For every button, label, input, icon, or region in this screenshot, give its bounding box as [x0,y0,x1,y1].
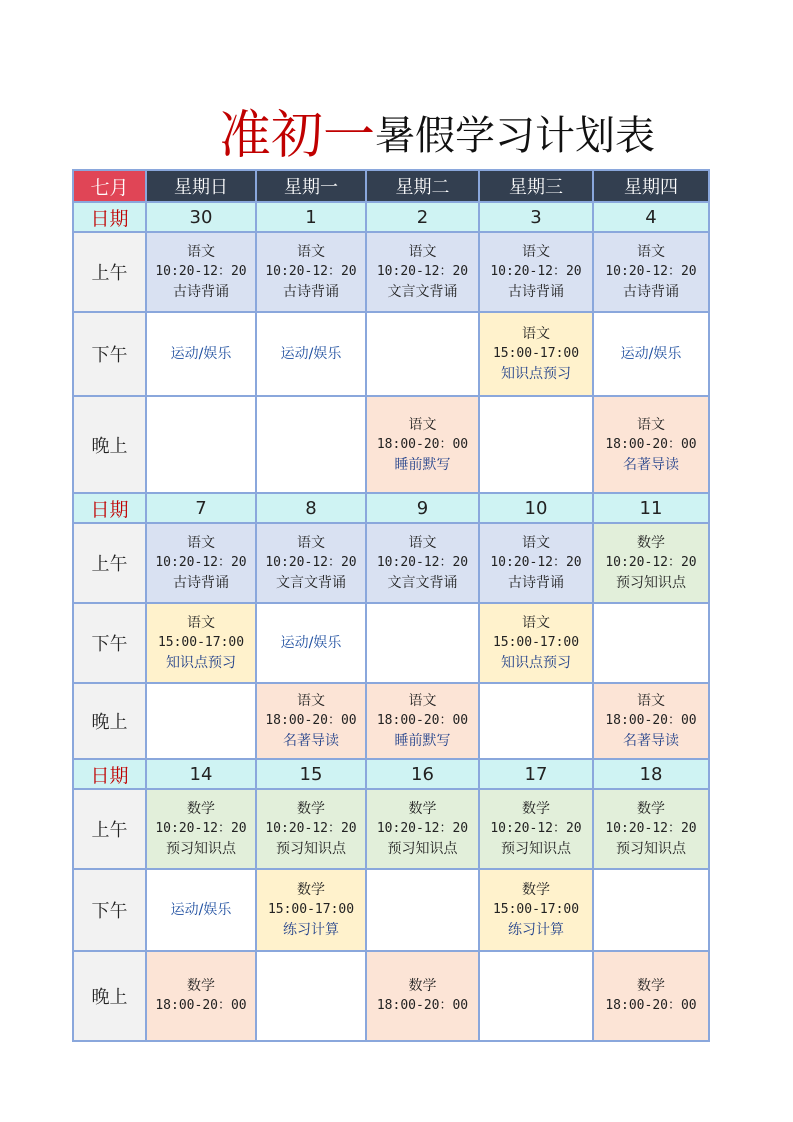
time-range: 10:20-12：20 [155,821,247,836]
date-cell: 16 [366,759,479,789]
date-label: 日期 [73,759,146,789]
period-row [73,396,709,493]
time-range: 10:20-12：20 [490,264,582,279]
subject-label: 语文 [297,693,325,709]
schedule-cell[interactable] [593,683,709,759]
period-label: 上午 [73,523,146,603]
subject-label: 数学 [297,801,325,817]
time-range: 18:00-20：00 [605,713,697,728]
time-range: 18:00-20：00 [265,713,357,728]
time-range: 10:20-12：20 [605,555,697,570]
schedule-cell[interactable] [146,232,256,312]
schedule-cell[interactable] [256,396,366,493]
period-row [73,683,709,759]
date-cell: 11 [593,493,709,523]
task-label: 知识点预习 [501,366,571,382]
subject-label: 语文 [408,693,437,709]
schedule-cell[interactable] [256,951,366,1041]
schedule-cell[interactable] [479,789,593,869]
schedule-cell[interactable] [593,951,709,1041]
task-label: 古诗背诵 [508,284,564,300]
subject-label: 语文 [637,244,665,260]
schedule-table [72,169,710,1042]
time-range: 10:20-12：20 [605,264,697,279]
schedule-cell[interactable] [479,683,593,759]
subject-label: 数学 [637,978,665,994]
date-row [73,493,709,523]
schedule-cell[interactable] [479,396,593,493]
task-label: 预习知识点 [616,575,686,591]
subject-label: 语文 [637,693,665,709]
schedule-cell[interactable] [146,869,256,951]
task-label: 古诗背诵 [173,575,229,591]
subject-label: 语文 [522,535,550,551]
task-label: 名著导读 [623,733,679,749]
schedule-cell[interactable] [366,396,479,493]
task-label: 古诗背诵 [508,575,564,591]
date-label: 日期 [73,202,146,232]
date-cell: 17 [479,759,593,789]
task-label: 古诗背诵 [623,284,679,300]
date-cell: 14 [146,759,256,789]
subject-label: 语文 [187,244,215,260]
date-label: 日期 [73,493,146,523]
schedule-cell[interactable] [479,523,593,603]
schedule-cell[interactable] [366,683,479,759]
subject-label: 数学 [408,978,437,994]
schedule-cell[interactable] [593,396,709,493]
time-range: 10:20-12：20 [265,821,357,836]
date-row [73,202,709,232]
title-main: 暑假学习计划表 [375,113,656,159]
period-label: 下午 [73,312,146,396]
date-cell: 7 [146,493,256,523]
period-label: 晚上 [73,951,146,1041]
weekday-header: 星期三 [479,170,593,202]
schedule-cell[interactable] [366,789,479,869]
time-range: 10:20-12：20 [605,821,697,836]
schedule-cell[interactable] [146,683,256,759]
schedule-cell[interactable] [146,789,256,869]
subject-label: 数学 [522,882,550,898]
period-label: 上午 [73,789,146,869]
subject-label: 数学 [637,535,665,551]
subject-label: 语文 [187,615,215,631]
subject-label: 语文 [408,244,437,260]
schedule-cell[interactable] [479,603,593,683]
task-label: 练习计算 [283,922,339,938]
schedule-cell[interactable] [146,312,256,396]
period-row [73,232,709,312]
task-label: 古诗背诵 [173,284,229,300]
schedule-cell[interactable] [366,869,479,951]
subject-label: 语文 [297,535,325,551]
task-label: 预习知识点 [501,841,571,857]
date-cell: 3 [479,202,593,232]
period-label: 上午 [73,232,146,312]
time-range: 18:00-20：00 [155,998,247,1013]
time-range: 10:20-12：20 [155,555,247,570]
period-row [73,789,709,869]
task-label: 名著导读 [623,456,679,473]
time-range: 18:00-20：00 [605,436,697,452]
task-label: 文言文背诵 [387,284,458,300]
schedule-cell[interactable] [256,603,366,683]
task-label: 预习知识点 [276,841,346,857]
task-label: 预习知识点 [616,841,686,857]
time-range: 18:00-20：00 [605,998,697,1013]
time-range: 10:20-12：20 [155,264,247,279]
activity-label: 运动/娱乐 [280,635,342,651]
period-row [73,523,709,603]
schedule-cell[interactable] [256,683,366,759]
subject-label: 语文 [522,244,550,260]
schedule-cell[interactable] [146,396,256,493]
task-label: 名著导读 [283,733,339,749]
schedule-cell[interactable] [366,603,479,683]
weekday-header: 星期四 [593,170,709,202]
schedule-cell[interactable] [593,789,709,869]
schedule-cell[interactable] [593,603,709,683]
month-label: 七月 [73,170,146,202]
title-grade: 准初一 [219,106,376,166]
time-range: 10:20-12：20 [265,555,357,570]
subject-label: 数学 [522,801,550,817]
period-row [73,603,709,683]
subject-label: 语文 [408,535,437,551]
subject-label: 数学 [408,801,437,817]
subject-label: 语文 [522,615,550,631]
time-range: 15:00-17:00 [492,902,580,917]
schedule-cell[interactable] [593,312,709,396]
schedule-cell[interactable] [366,312,479,396]
period-row [73,951,709,1041]
subject-label: 语文 [408,416,437,433]
schedule-cell[interactable] [146,603,256,683]
schedule-cell[interactable] [593,523,709,603]
page-title [219,100,705,172]
schedule-cell[interactable] [256,789,366,869]
time-range: 10:20-12：20 [490,555,582,570]
time-range: 15:00-17:00 [492,635,580,650]
schedule-sheet [72,169,705,1013]
task-label: 睡前默写 [394,733,451,749]
date-cell: 18 [593,759,709,789]
task-label: 文言文背诵 [276,575,346,591]
period-label: 下午 [73,869,146,951]
subject-label: 语文 [522,326,550,342]
date-row [73,759,709,789]
period-label: 晚上 [73,683,146,759]
weekday-header: 星期一 [256,170,366,202]
task-label: 睡前默写 [394,456,451,473]
task-label: 预习知识点 [387,841,458,857]
subject-label: 数学 [637,801,665,817]
header-row [73,170,709,202]
schedule-cell[interactable] [366,232,479,312]
schedule-cell[interactable] [146,523,256,603]
date-cell: 15 [256,759,366,789]
date-cell: 2 [366,202,479,232]
period-label: 下午 [73,603,146,683]
time-range: 15:00-17:00 [157,635,245,650]
task-label: 知识点预习 [166,655,236,671]
task-label: 预习知识点 [166,841,236,857]
schedule-cell[interactable] [479,312,593,396]
schedule-cell[interactable] [479,869,593,951]
date-cell: 1 [256,202,366,232]
date-cell: 10 [479,493,593,523]
time-range: 18:00-20：00 [376,713,469,728]
activity-label: 运动/娱乐 [620,346,682,362]
time-range: 10:20-12：20 [265,264,357,279]
date-cell: 30 [146,202,256,232]
schedule-cell[interactable] [366,523,479,603]
time-range: 18:00-20：00 [376,998,469,1013]
task-label: 文言文背诵 [387,575,458,591]
period-row [73,869,709,951]
task-label: 古诗背诵 [283,284,339,300]
time-range: 10:20-12：20 [376,264,469,279]
time-range: 15:00-17:00 [492,346,580,361]
time-range: 18:00-20：00 [376,436,469,452]
subject-label: 数学 [187,801,215,817]
task-label: 知识点预习 [501,655,571,671]
schedule-cell[interactable] [146,951,256,1041]
date-cell: 9 [366,493,479,523]
date-cell: 8 [256,493,366,523]
subject-label: 数学 [297,882,325,898]
date-cell: 4 [593,202,709,232]
schedule-cell[interactable] [256,869,366,951]
subject-label: 语文 [297,244,325,260]
subject-label: 语文 [637,416,665,433]
schedule-cell[interactable] [479,232,593,312]
schedule-cell[interactable] [366,951,479,1041]
subject-label: 语文 [187,535,215,551]
schedule-cell[interactable] [479,951,593,1041]
schedule-cell[interactable] [593,869,709,951]
time-range: 10:20-12：20 [490,821,582,836]
subject-label: 数学 [187,978,215,994]
activity-label: 运动/娱乐 [170,902,232,918]
weekday-header: 星期日 [146,170,256,202]
schedule-cell[interactable] [593,232,709,312]
time-range: 10:20-12：20 [376,821,469,836]
period-row [73,312,709,396]
time-range: 15:00-17:00 [267,902,355,917]
schedule-cell[interactable] [256,312,366,396]
schedule-cell[interactable] [256,523,366,603]
weekday-header: 星期二 [366,170,479,202]
period-label: 晚上 [73,396,146,493]
time-range: 10:20-12：20 [376,555,469,570]
activity-label: 运动/娱乐 [280,346,342,362]
task-label: 练习计算 [508,922,564,938]
activity-label: 运动/娱乐 [170,346,232,362]
schedule-cell[interactable] [256,232,366,312]
